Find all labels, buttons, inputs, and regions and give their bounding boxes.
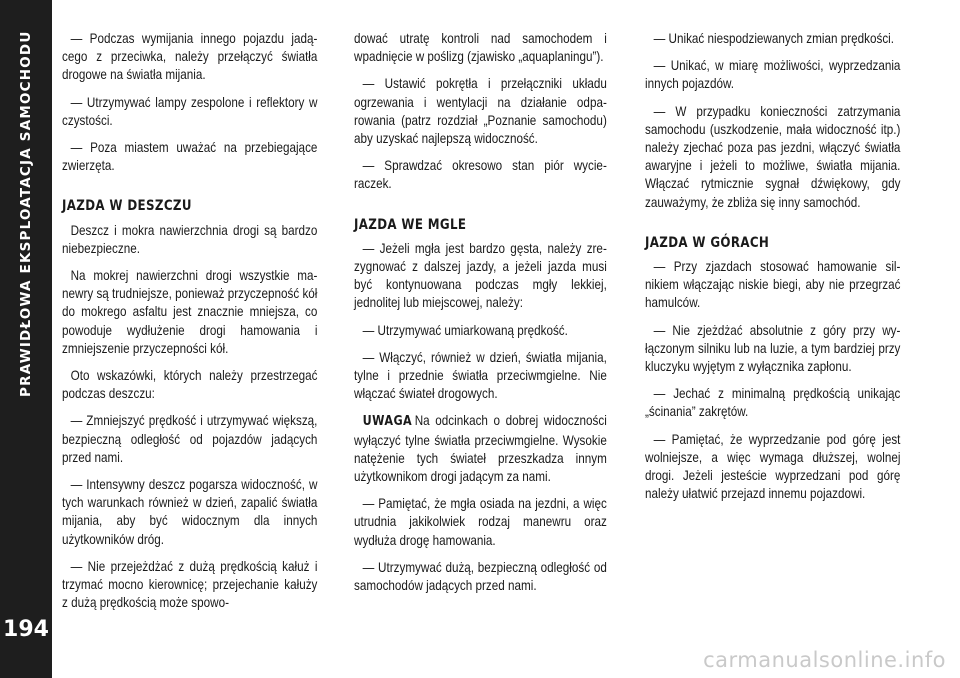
paragraph: — Ustawić pokrętła i przełączniki układu ogrzewania i wentylacji na działanie odparowania (patrz rozdział „Poznanie samochodu) aby uzyskać najlepszą widoczność. bbox=[354, 76, 607, 147]
paragraph: — Intensywny deszcz pogarsza widoczność, w tych warunkach również w dzień, zapalić światła mijania, aby być widocznym dla innych użytkowników dróg. bbox=[62, 477, 318, 547]
paragraph: Na mokrej nawierzchni drogi wszystkie manewry są trudniejsze, ponieważ przyczepność kół do mokrego asfaltu jest znacznie mniejsza, co powoduje wydłużenie drogi hamowania i zmniejszenie przyczepności kół. bbox=[62, 268, 318, 356]
paragraph: — Jechać z minimalną prędkością unikając „ścinania” zakrętów. bbox=[645, 386, 901, 420]
warning-paragraph bbox=[354, 412, 607, 486]
paragraph: — Utrzymywać dużą, bezpieczną odległość od samochodów jadących przed nami. bbox=[354, 559, 607, 594]
paragraph: — Jeżeli mgła jest bardzo gęsta, należy zrezygnować z dalszej jazdy, a jeżeli jazda musi być kontynuowana podczas mgły lekkiej, jednolitej lub miejscowej, należy: bbox=[354, 240, 607, 311]
warning-label: UWAGA bbox=[362, 414, 413, 430]
watermark: carmanualsonline.info bbox=[703, 648, 946, 672]
sidebar bbox=[0, 0, 52, 678]
paragraph: — Zmniejszyć prędkość i utrzymywać większą, bezpieczną odległość od pojazdów jadących przed nami. bbox=[62, 413, 318, 465]
section-heading: JAZDA W GÓRACH bbox=[645, 234, 770, 251]
section-title: PRAWIDŁOWA EKSPLOATACJA SAMOCHODU bbox=[18, 30, 34, 397]
text-column-2 bbox=[354, 30, 607, 604]
paragraph: — Pamiętać, że mgła osiada na jezdni, a więc utrudnia jakikolwiek rodzaj manewru oraz wydłuża drogę hamowania. bbox=[354, 496, 607, 548]
section-heading: JAZDA WE MGLE bbox=[354, 216, 467, 233]
paragraph: — Sprawdzać okresowo stan piór wycieraczek. bbox=[354, 158, 607, 192]
paragraph: — Włączyć, również w dzień, światła mijania, tylne i przednie światła przeciwmgielne. Nie włączać świateł drogowych. bbox=[354, 349, 607, 402]
text-column-1 bbox=[62, 30, 317, 621]
section-heading: JAZDA W DESZCZU bbox=[62, 198, 192, 215]
text-column-3 bbox=[645, 30, 900, 512]
paragraph: Oto wskazówki, których należy przestrzegać podczas deszczu: bbox=[62, 368, 318, 402]
paragraph: — Nie zjeżdżać absolutnie z góry przy wyłączonym silniku lub na luzie, a tym bardziej przy kluczyku wyjętym z wyłącznika zapłonu. bbox=[645, 322, 901, 375]
paragraph: — Unikać, w miarę możliwości, wyprzedzania innych pojazdów. bbox=[645, 58, 901, 92]
paragraph: dować utratę kontroli nad samochodem i wpadnięcie w poślizg (zjawisko „aquaplaningu”). bbox=[354, 31, 607, 65]
paragraph: — Pamiętać, że wyprzedzanie pod górę jest wolniejsze, a więc wymaga dłuższej, wolnej drogi. Jeżeli jesteście wyprzedzani pod górę należy ułatwić przejazd innemu pojazdowi. bbox=[645, 431, 901, 502]
paragraph: — Utrzymywać lampy zespolone i reflektory w czystości. bbox=[62, 94, 318, 128]
warning-text: Na odcinkach o dobrej widoczności wyłączyć tylne światła przeciwmgielne. Wysokie natężenie tych świateł przeszkadza innym użytkownikom drogi jadącym za nami. bbox=[354, 413, 607, 485]
paragraph: — W przypadku konieczności zatrzymania samochodu (uszkodzenie, mała widoczność itp.) należy zjechać poza pas jezdni, włączyć światła awaryjne i jeżeli to możliwe, światła mijania. Włączać rytmicznie sygnał dźwiękowy, gdy zauważymy, że zbliża się inny samochód. bbox=[645, 103, 901, 210]
paragraph: — Unikać niespodziewanych zmian prędkości. bbox=[653, 31, 895, 46]
page-number: 194 bbox=[3, 617, 49, 642]
paragraph: — Podczas wymijania innego pojazdu jadącego z przeciwka, należy przełączyć światła drogowe na światła mijania. bbox=[62, 31, 318, 83]
paragraph: — Przy zjazdach stosować hamowanie silnikiem włączając niskie biegi, aby nie przegrzać hamulców. bbox=[645, 259, 901, 311]
paragraph: Deszcz i mokra nawierzchnia drogi są bardzo niebezpieczne. bbox=[62, 222, 318, 256]
paragraph: — Nie przejeżdżać z dużą prędkością kałuż i trzymać mocno kierownicę; przejechanie kałuży z dużą prędkością może spowo- bbox=[62, 558, 318, 611]
paragraph: — Poza miastem uważać na przebiegające zwierzęta. bbox=[62, 140, 318, 174]
paragraph: — Utrzymywać umiarkowaną prędkość. bbox=[362, 322, 568, 338]
